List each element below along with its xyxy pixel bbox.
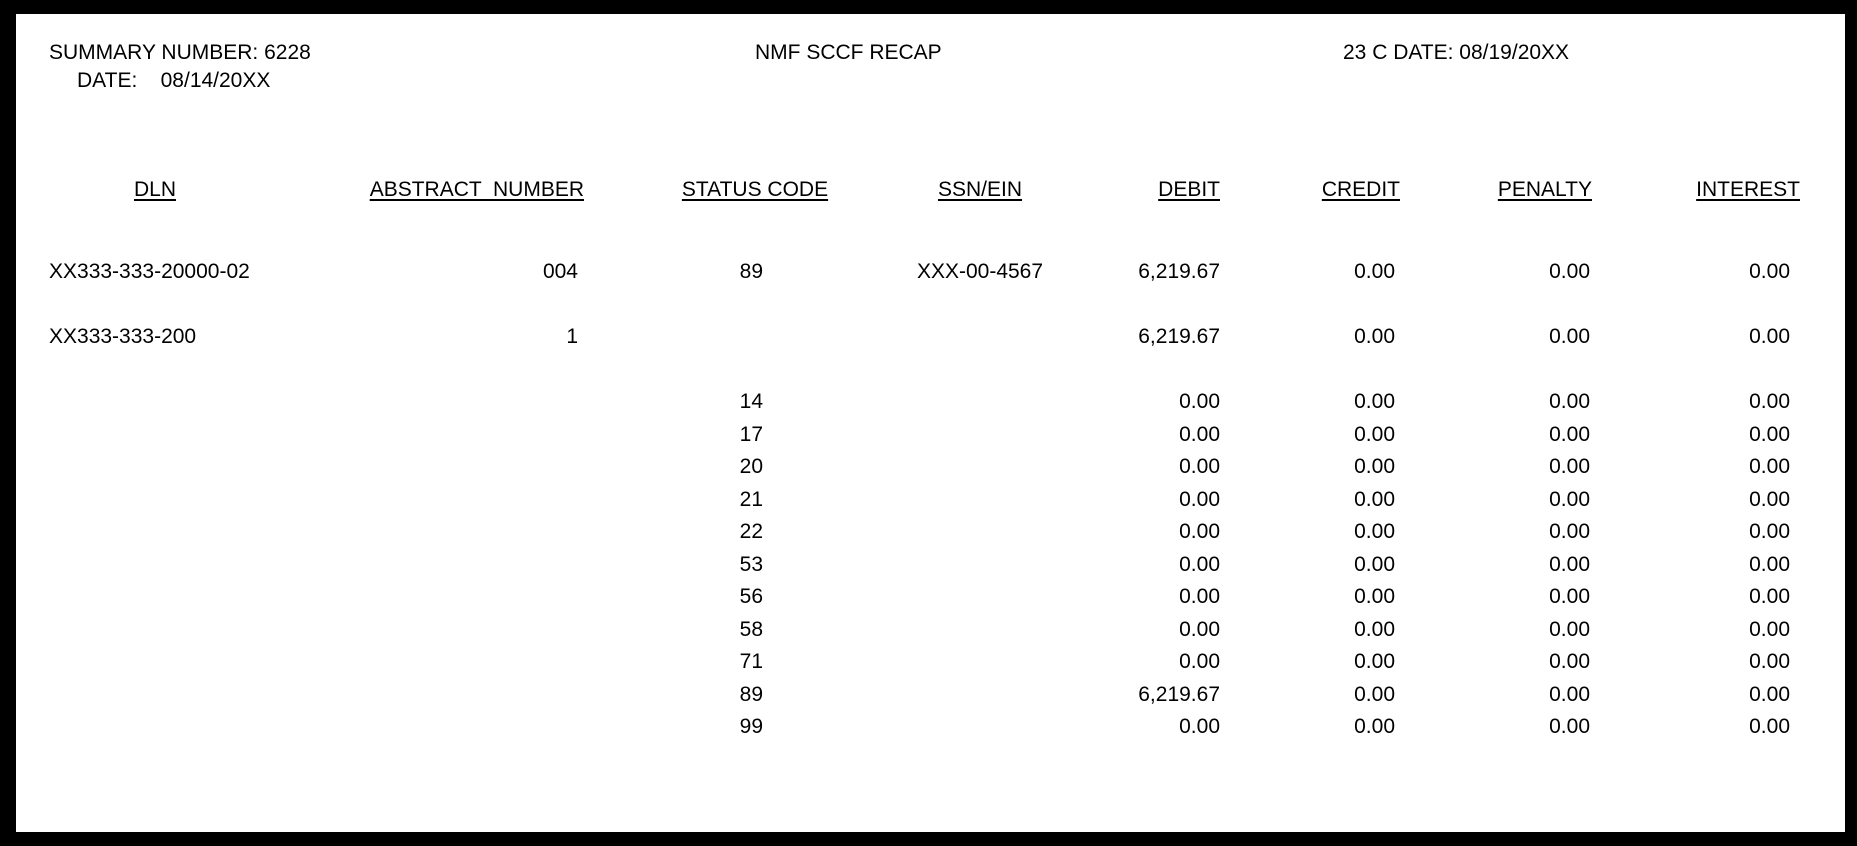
cell-interest: 0.00 [1749, 390, 1790, 413]
cell-debit: 0.00 [1179, 715, 1220, 738]
column-header-interest: INTEREST [1696, 178, 1800, 201]
cell-penalty: 0.00 [1549, 455, 1590, 478]
cell-penalty: 0.00 [1549, 487, 1590, 511]
cell-credit: 0.00 [1354, 715, 1395, 738]
column-header-penalty: PENALTY [1497, 178, 1592, 201]
cell-debit: 0.00 [1179, 455, 1220, 478]
cell-status-code: 14 [739, 390, 763, 413]
cell-interest: 0.00 [1749, 617, 1790, 641]
c23-date: 23 C DATE: 08/19/20XX [1343, 41, 1570, 64]
cell-interest: 0.00 [1749, 650, 1790, 673]
cell-abstract-number: 1 [566, 325, 578, 348]
column-header-credit: CREDIT [1321, 178, 1400, 201]
column-header-abstract-number: ABSTRACT NUMBER [369, 178, 584, 201]
cell-dln: XX333-333-200 [49, 325, 197, 348]
cell-interest: 0.00 [1749, 487, 1790, 511]
cell-status-code: 17 [739, 422, 763, 446]
cell-credit: 0.00 [1354, 650, 1395, 673]
cell-interest: 0.00 [1749, 260, 1790, 283]
cell-status-code: 56 [739, 585, 763, 608]
cell-status-code: 99 [739, 715, 763, 738]
cell-status-code: 21 [739, 487, 763, 511]
cell-penalty: 0.00 [1549, 520, 1590, 543]
cell-interest: 0.00 [1749, 520, 1790, 543]
cell-penalty: 0.00 [1549, 390, 1590, 413]
report-title: NMF SCCF RECAP [755, 41, 942, 64]
cell-interest: 0.00 [1749, 585, 1790, 608]
cell-penalty: 0.00 [1549, 682, 1590, 706]
cell-status-code: 20 [739, 455, 763, 478]
cell-credit: 0.00 [1354, 682, 1395, 706]
cell-interest: 0.00 [1749, 422, 1790, 446]
summary-number: SUMMARY NUMBER: 6228 [49, 41, 311, 64]
cell-debit: 6,219.67 [1138, 325, 1220, 348]
cell-interest: 0.00 [1749, 715, 1790, 738]
column-header-dln: DLN [133, 178, 176, 201]
cell-credit: 0.00 [1354, 520, 1395, 543]
cell-penalty: 0.00 [1549, 617, 1590, 641]
cell-credit: 0.00 [1354, 617, 1395, 641]
cell-debit: 0.00 [1179, 585, 1220, 608]
cell-interest: 0.00 [1749, 552, 1790, 576]
cell-status-code: 89 [739, 682, 763, 706]
cell-debit: 6,219.67 [1138, 682, 1220, 706]
summary-date: DATE: 08/14/20XX [77, 69, 271, 92]
cell-penalty: 0.00 [1549, 715, 1590, 738]
cell-status-code: 89 [739, 260, 763, 283]
cell-credit: 0.00 [1354, 552, 1395, 576]
cell-status-code: 58 [739, 617, 763, 641]
cell-penalty: 0.00 [1549, 585, 1590, 608]
cell-debit: 0.00 [1179, 520, 1220, 543]
cell-interest: 0.00 [1749, 455, 1790, 478]
cell-credit: 0.00 [1354, 585, 1395, 608]
cell-debit: 0.00 [1179, 390, 1220, 413]
cell-debit: 6,219.67 [1138, 260, 1220, 283]
cell-credit: 0.00 [1354, 422, 1395, 446]
cell-debit: 0.00 [1179, 487, 1220, 511]
cell-credit: 0.00 [1354, 260, 1395, 283]
cell-ssn-ein: XXX-00-4567 [916, 260, 1044, 283]
column-header-debit: DEBIT [1158, 178, 1220, 201]
column-header-ssn-ein: SSN/EIN [937, 178, 1023, 201]
cell-status-code: 71 [739, 650, 763, 673]
cell-credit: 0.00 [1354, 487, 1395, 511]
cell-debit: 0.00 [1179, 422, 1220, 446]
cell-credit: 0.00 [1354, 325, 1395, 348]
cell-credit: 0.00 [1354, 390, 1395, 413]
cell-penalty: 0.00 [1549, 552, 1590, 576]
cell-abstract-number: 004 [542, 260, 578, 283]
cell-penalty: 0.00 [1549, 260, 1590, 283]
cell-interest: 0.00 [1749, 325, 1790, 348]
cell-dln: XX333-333-20000-02 [49, 260, 250, 283]
cell-status-code: 22 [739, 520, 763, 543]
cell-status-code: 53 [739, 552, 763, 576]
cell-penalty: 0.00 [1549, 325, 1590, 348]
cell-debit: 0.00 [1179, 617, 1220, 641]
cell-interest: 0.00 [1749, 682, 1790, 706]
column-header-status-code: STATUS CODE [681, 178, 829, 201]
cell-penalty: 0.00 [1549, 422, 1590, 446]
cell-credit: 0.00 [1354, 455, 1395, 478]
cell-debit: 0.00 [1179, 650, 1220, 673]
cell-penalty: 0.00 [1549, 650, 1590, 673]
cell-debit: 0.00 [1179, 552, 1220, 576]
